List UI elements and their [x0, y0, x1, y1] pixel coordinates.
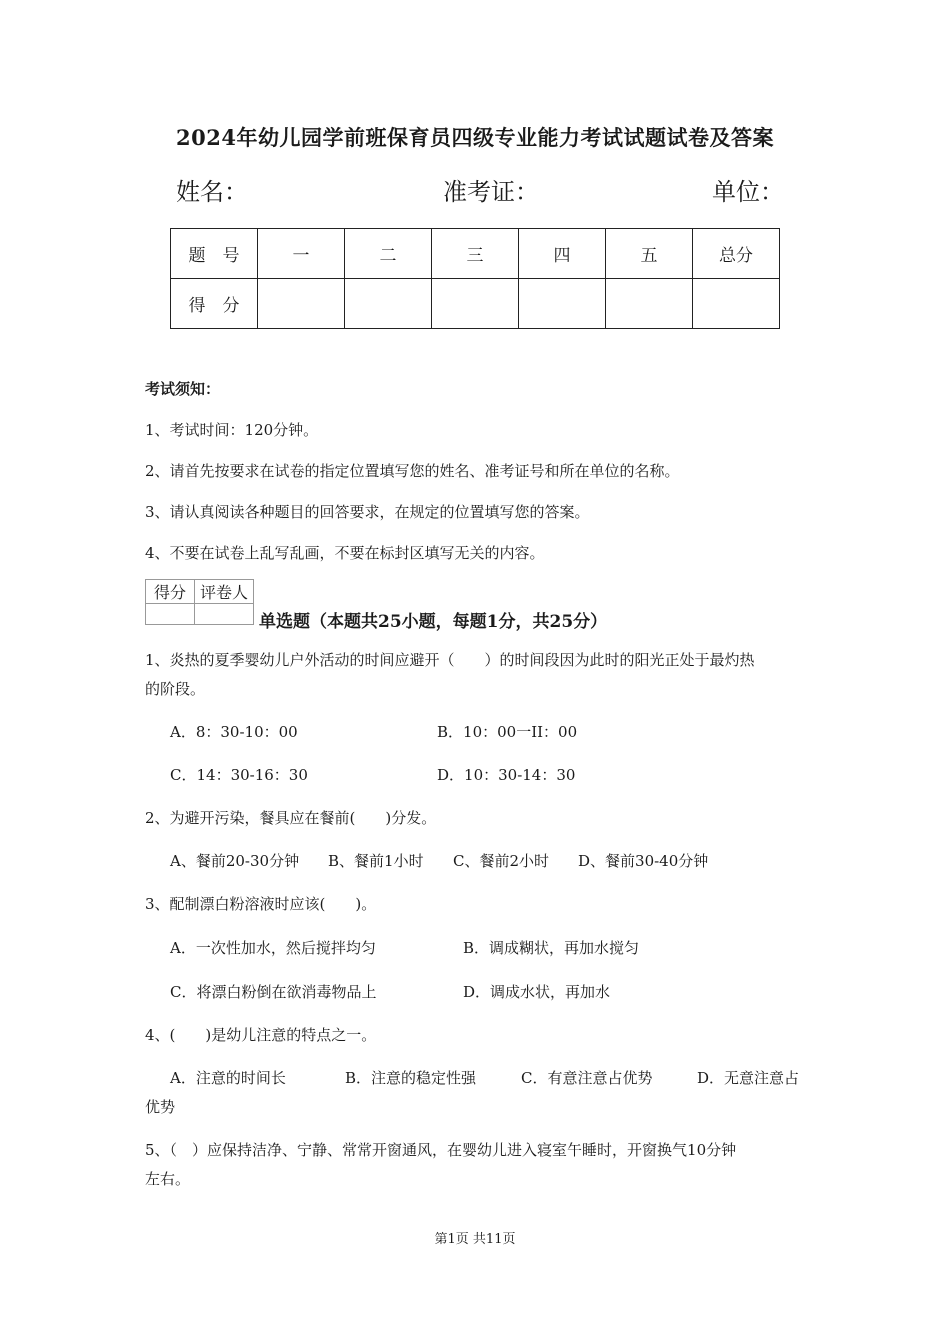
notice-item: 3、请认真阅读各种题目的回答要求，在规定的位置填写您的答案。 [145, 503, 590, 521]
score-table-score-row [171, 279, 780, 329]
option-4-a: A．注意的时间长 [170, 1069, 286, 1087]
option-2-b: B、餐前1小时 [328, 852, 424, 870]
document-title: 2024年幼儿园学前班保育员四级专业能力考试试题试卷及答案 [176, 125, 774, 150]
option-4-b: B．注意的稳定性强 [345, 1069, 477, 1087]
question-5-text-cont: 左右。 [145, 1170, 191, 1188]
option-1-d: D．10：30-14：30 [437, 766, 576, 784]
question-1-text-cont: 的阶段。 [145, 680, 206, 698]
option-3-c: C．将漂白粉倒在欲消毒物品上 [170, 983, 377, 1001]
option-2-d: D、餐前30-40分钟 [578, 852, 709, 870]
grader-table [145, 579, 254, 625]
question-3-text: 3、配制漂白粉溶液时应该( )。 [145, 895, 377, 913]
option-3-a: A．一次性加水，然后搅拌均匀 [170, 939, 376, 957]
question-1-text: 1、炎热的夏季婴幼儿户外活动的时间应避开（ ）的时间段因为此时的阳光正处于最灼热 [145, 651, 755, 669]
score-table-header-row [171, 229, 780, 279]
score-cell [432, 279, 519, 329]
option-1-c: C．14：30-16：30 [170, 766, 308, 784]
grader-reviewer-cell [195, 604, 254, 625]
page-footer: 第1页 共11页 [434, 1232, 516, 1247]
header-cell: 三 [432, 229, 519, 279]
unit-field-label: 单位： [712, 178, 784, 206]
exam-id-field-label: 准考证： [443, 178, 539, 206]
grader-score-label: 得分 [146, 580, 195, 604]
score-cell [606, 279, 693, 329]
header-cell: 一 [258, 229, 345, 279]
grader-score-cell [146, 604, 195, 625]
row-label-cell: 得 分 [171, 279, 258, 329]
option-3-b: B．调成糊状，再加水搅匀 [463, 939, 640, 957]
header-cell: 五 [606, 229, 693, 279]
notice-item: 2、请首先按要求在试卷的指定位置填写您的姓名、准考证号和所在单位的名称。 [145, 462, 680, 480]
option-4-d-cont: 优势 [145, 1098, 176, 1116]
question-4-text: 4、( )是幼儿注意的特点之一。 [145, 1026, 377, 1044]
option-4-c: C．有意注意占优势 [521, 1069, 653, 1087]
option-2-c: C、餐前2小时 [453, 852, 550, 870]
option-1-a: A．8：30-10：00 [170, 723, 298, 741]
grader-reviewer-label: 评卷人 [195, 580, 254, 604]
option-1-b: B．10：00一II：00 [437, 723, 578, 741]
notice-item: 1、考试时间：120分钟。 [145, 421, 319, 439]
header-cell: 二 [345, 229, 432, 279]
score-cell [693, 279, 780, 329]
score-table [170, 228, 780, 329]
question-5-text: 5、（ ）应保持洁净、宁静、常常开窗通风，在婴幼儿进入寝室午睡时，开窗换气10分钟 [145, 1141, 737, 1159]
option-2-a: A、餐前20-30分钟 [170, 852, 300, 870]
header-cell: 总分 [693, 229, 780, 279]
option-4-d: D．无意注意占 [697, 1069, 800, 1087]
header-cell: 四 [519, 229, 606, 279]
section-title: 单选题（本题共25小题，每题1分，共25分） [259, 612, 608, 632]
header-cell: 题 号 [171, 229, 258, 279]
option-3-d: D．调成水状，再加水 [463, 983, 611, 1001]
score-cell [345, 279, 432, 329]
notice-item: 4、不要在试卷上乱写乱画，不要在标封区填写无关的内容。 [145, 544, 545, 562]
score-cell [519, 279, 606, 329]
name-field-label: 姓名： [176, 178, 248, 206]
score-cell [258, 279, 345, 329]
question-2-text: 2、为避开污染，餐具应在餐前( )分发。 [145, 809, 437, 827]
notice-heading: 考试须知： [145, 380, 221, 398]
